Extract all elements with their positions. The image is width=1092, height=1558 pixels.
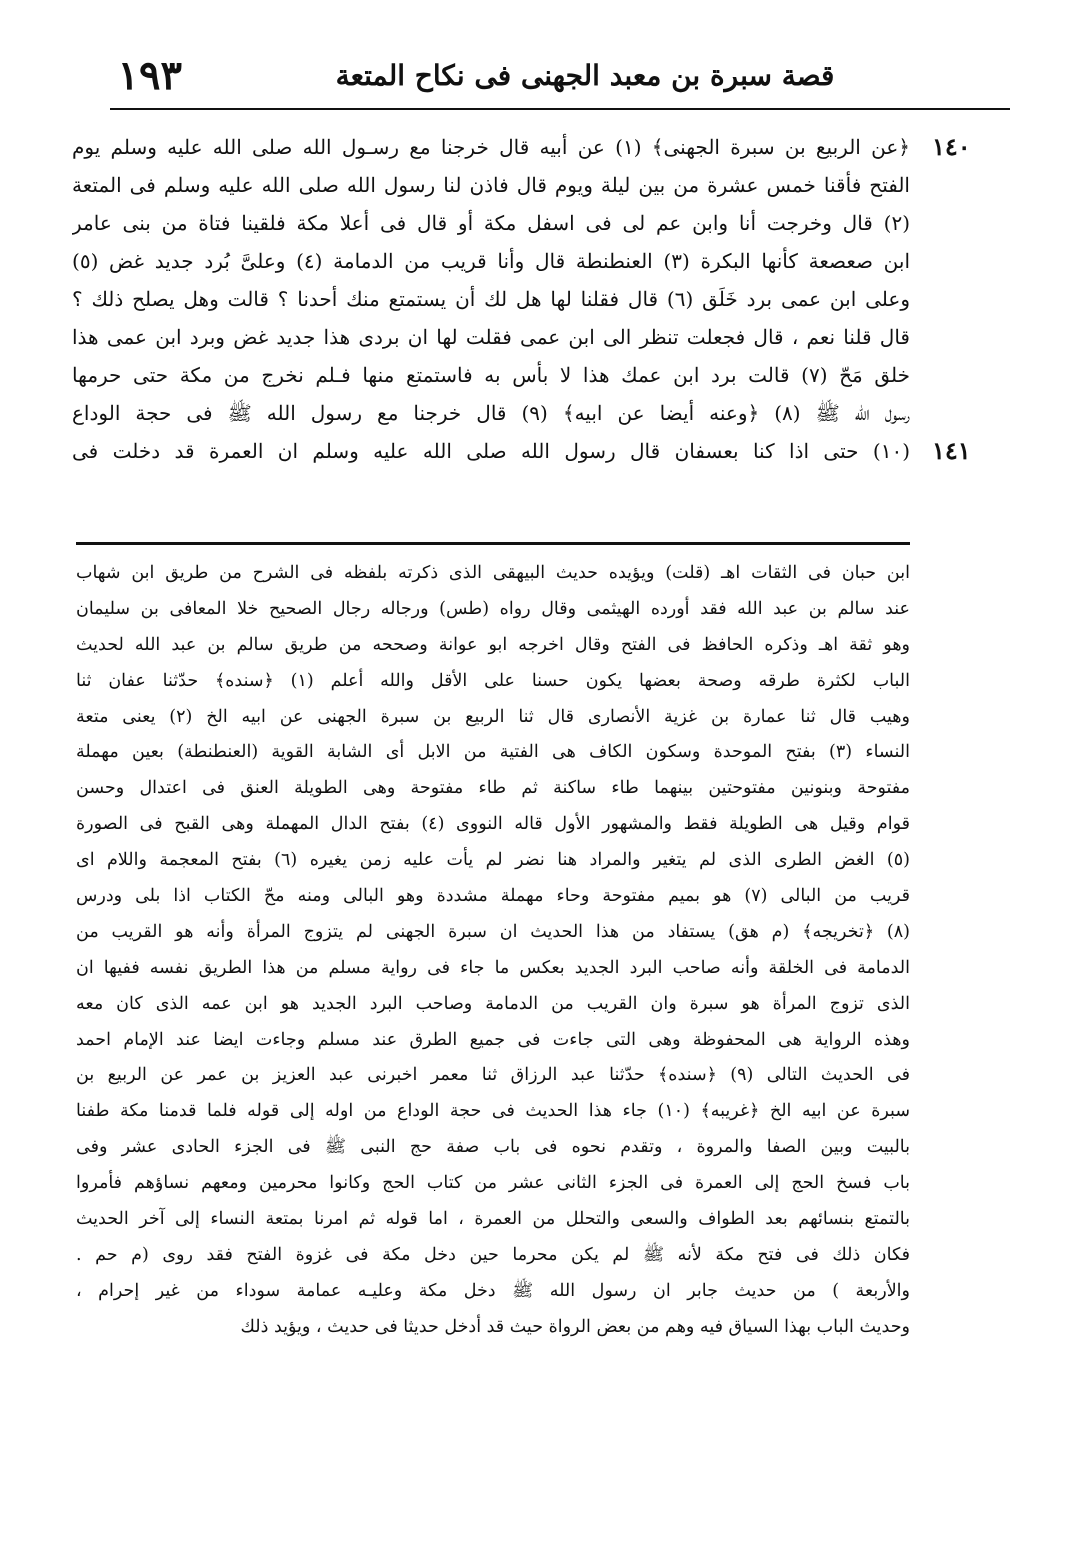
footnotes <box>76 556 910 1346</box>
footnote-line: سبرة عن ابيه الخ ﴿غريبه﴾ (١٠) جاء هذا الحديث فى حجة الوداع من اوله إلى قوله فلما قدمنا مكة طفنا <box>76 1101 910 1122</box>
footnote-line: النساء (٣) بفتح الموحدة وسكون الكاف هى الفتية من الابل أى الشابة القوية (العنطنطة) بعين مهملة <box>76 742 910 763</box>
footnote-line: (٨) ﴿تخريجه﴾ (م هق) يستفاد من هذا الحديث ان سبرة الجهنى لم يتزوج المرأة وأنه هو القريب من <box>76 921 910 942</box>
main-line: قال قلنا نعم ، قال فجعلت تنظر الى ابن عمى فقلت لها ان بردى هذا جديد غض وبرد ابن عمى هذا <box>72 325 910 349</box>
header-rule <box>110 108 1010 110</box>
footnote-line: الدمامة فى الخلقة وأنه صاحب البرد الجديد بعكس ما جاء فى رواية مسلم من هذا الطريق نفسه ففيها ان <box>76 957 910 978</box>
footnote-separator <box>76 542 910 545</box>
footnote-line: فى الحديث التالى (٩) ﴿سنده﴾ حدّثنا عبد الرزاق ثنا معمر اخبرنى عبد العزيز بن عمر عن الربيع بن <box>76 1065 910 1086</box>
footnote-line: الباب لكثرة طرقه وصحة بعضها يكون حسنا على الأقل والله أعلم (١) ﴿سنده﴾ حدّثنا عفان ثنا <box>76 670 910 691</box>
footnote-line: وحديث الباب بهذا السياق فيه وهم من بعض الرواة حيث قد أدخل حديثا فى حديث ، ويؤيد ذلك <box>240 1316 910 1337</box>
footnote-line: قوام وقيل هى الطويلة فقط والمشهور الأول قاله النووى (٤) بفتح الدال المهملة وهى القبح فى الصورة <box>76 814 910 835</box>
main-line: (٢) قال وخرجت أنا وابن عم لى فى اسفل مكة أو قال فى أعلا مكة فلقينا فتاة من بنى عامر <box>72 211 910 235</box>
footnote-line: مفتوحة وبنونين مفتوحتين بينهما طاء ساكنة ثم طاء مفتوحة وهى الطويلة العنق فى اعتدال وحسن <box>76 778 910 799</box>
main-line: (١٠) حتى اذا كنا بعسفان قال رسول الله صلى الله عليه وسلم ان العمرة قد دخلت فى <box>72 439 910 463</box>
footnote-line: ابن حبان فى الثقات اهـ (قلت) ويؤيده حديث البيهقى الذى ذكرته بلفظه فى الشرح من طريق ابن شهاب <box>76 563 910 583</box>
footnote-line: قريب من البالى (٧) هو بميم مفتوحة وحاء مهملة مشددة وهو البالى ومنه محّ الكتاب اذا بلى ودرس <box>76 886 910 907</box>
main-text <box>72 128 910 470</box>
main-line: الفتح فأقنا خمس عشرة من بين ليلة ويوم قال فاذن لنا رسول الله صلى الله عليه وسلم فى المتعة <box>72 173 910 197</box>
main-line: ﴿عن الربيع بن سبرة الجهنى﴾ (١) عن أبيه قال خرجنا مع رسـول الله صلى الله عليه وسلم يوم <box>72 135 910 159</box>
footnote-line: بالتمتع بنسائهم بعد الطواف والسعى والتحلل من العمرة ، اما قوله ثم امرنا بمتعة النساء إلى آخر الحديث <box>76 1209 910 1230</box>
footnote-line: وهيب قال ثنا عمارة بن غزية الأنصارى قال ثنا الربيع بن سبرة الجهنى عن ابيه الخ (٢) يعنى متعة <box>76 706 910 727</box>
footnote-line: وهذه الرواية هى المحفوظة وهى التى جاءت فى جميع الطرق عند مسلم وجاءت ايضا عند الإمام احمد <box>76 1029 910 1050</box>
footnote-line: فكان ذلك فى فتح مكة لأنه ﷺ لم يكن محرما حين دخل مكة فى غزوة الفتح فقد روى (م حم . <box>76 1244 910 1265</box>
page-number: ١٩٣ <box>117 52 182 99</box>
hadith-number-140: ١٤٠ <box>932 132 971 161</box>
main-line: رسول الله ﷺ (٨) ﴿وعنه أيضا عن ابيه﴾ (٩) قال خرجنا مع رسول الله ﷺ فى حجة الوداع <box>72 401 910 425</box>
page-header <box>110 50 1010 112</box>
main-line: وعلى ابن عمى برد خَلَق (٦) قال فقلنا لها هل لك أن يستمتع منك أحدنا ؟ قالت وهل يصلح ذلك ؟ <box>72 287 910 311</box>
footnote-line: باب فسخ الحج إلى العمرة فى الجزء الثانى عشر من كتاب الحج وكانوا محرمين ومعهم نساؤهم فأمروا <box>76 1173 910 1194</box>
hadith-number-141: ١٤١ <box>932 436 971 465</box>
footnote-line: والأربعة ) من حديث جابر ان رسول الله ﷺ دخل مكة وعليـه عمامة سوداء من غير إحرام ، <box>76 1280 910 1301</box>
footnote-line: بالبيت وبين الصفا والمروة ، وتقدم نحوه فى باب صفة حج النبى ﷺ فى الجزء الحادى عشر وفى <box>76 1137 910 1158</box>
main-line: ابن صعصعة كأنها البكرة (٣) العنطنطة قال وأنا قريب من الدمامة (٤) وعلىَّ بُرد جديد غض (٥) <box>72 249 910 273</box>
footnote-line: وهو ثقة اهـ وذكره الحافظ فى الفتح وقال اخرجه ابو عوانة وصححه من طريق سالم بن عبد الله لحديث <box>76 634 910 655</box>
footnote-line: عند سالم بن عبد الله فقد أورده الهيثمى وقال رواه (طس) ورجاله رجال الصحيح خلا المعافى بن سليمان <box>76 598 910 619</box>
footnote-line: الذى تزوج المرأة هو سبرة وان القريب من الدمامة وصاحب البرد الجديد هو ابن عمه الذى كان معه <box>76 993 910 1014</box>
footnote-line: (٥) الغض الطرى الذى لم يتغير والمراد هنا نضر لم يأت عليه زمن يغيره (٦) بفتح المعجمة واللام اى <box>76 850 910 871</box>
main-line: خلق مَحّ (٧) قالت برد ابن عمك هذا لا بأس به فاستمتع منها فـلم نخرج من مكة حتى حرمها <box>72 363 910 387</box>
page-title: قصة سبرة بن معبد الجهنى فى نكاح المتعة <box>335 59 835 92</box>
